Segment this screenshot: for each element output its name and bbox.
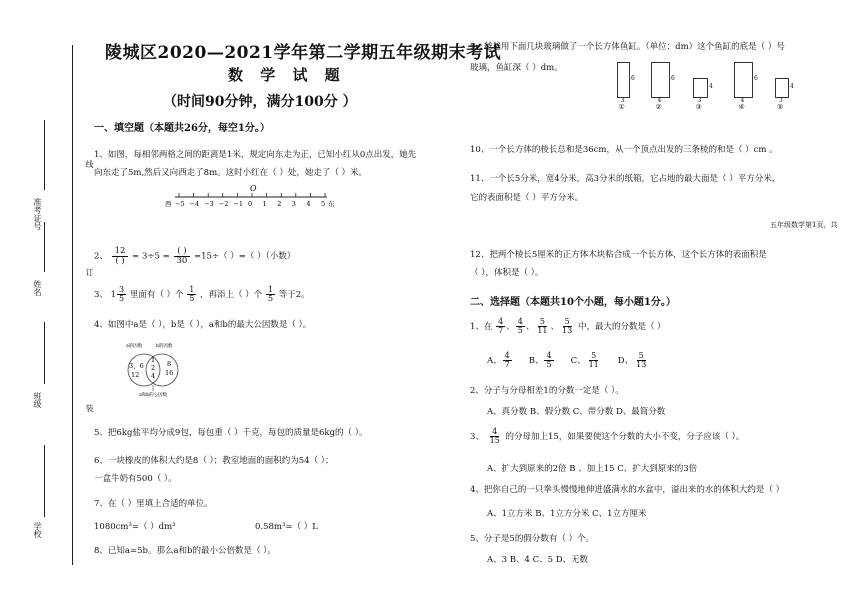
class-label: 班级 xyxy=(33,392,42,408)
q3-den3: 5 xyxy=(267,294,274,303)
q7-part-b: 0.58m³=（ ）L xyxy=(255,522,318,532)
mc1-option[interactable] xyxy=(528,351,555,369)
number-line-tick-label: −3 xyxy=(204,200,214,208)
mc1-option[interactable] xyxy=(487,351,513,369)
number-line-tick-label: −5 xyxy=(175,200,185,208)
glass-piece xyxy=(617,62,630,98)
mc3-fraction xyxy=(488,428,502,445)
glass-number: ⑤ xyxy=(777,103,784,111)
mc1-option[interactable] xyxy=(617,351,650,369)
school-underline xyxy=(44,445,45,517)
binding-label-xian: 线 xyxy=(85,160,94,168)
q11-line1: 11、一个长5分米，宽4分米，高3分米的纸箱，它占地的最大面是（ ）平方分米， xyxy=(470,174,781,184)
q6-line2: 一盒牛奶有500（ ）。 xyxy=(94,474,177,484)
q3-text3: 等于2。 xyxy=(278,290,310,300)
fraction-numerator: 4 xyxy=(517,317,523,326)
number-line-tick-label: 1 xyxy=(262,200,267,208)
q2-fraction-2 xyxy=(173,247,190,265)
option-letter: A、 xyxy=(487,356,502,366)
fraction-denominator: 5 xyxy=(546,360,552,369)
binding-label-zhuang: 装 xyxy=(85,404,94,412)
mc5-options: A、3 B、4 C、5 D、无数 xyxy=(487,555,589,565)
fraction-denominator: 11 xyxy=(588,360,599,369)
glass-width-label: 4 xyxy=(657,97,662,104)
q12-line1: 12、把两个棱长5厘米的正方体木块粘合成一个长方体，这个长方体的表面积是 xyxy=(470,250,767,260)
q10: 10、一个长方体的棱长总和是36cm，从一个顶点出发的三条棱的和是（ ）cm 。 xyxy=(470,145,778,155)
venn-right-numbers: 8 16 xyxy=(165,360,174,377)
q2-suffix: =15÷（ ）=（ ）（小数） xyxy=(193,251,296,262)
mc1-options xyxy=(487,352,665,369)
q8: 8、已知a=5b。那么a和b的最小公倍数是（ ）。 xyxy=(94,546,276,556)
exam-id-underline xyxy=(44,120,45,190)
exam-subject: 数 学 试 题 xyxy=(228,66,346,84)
mc3 xyxy=(470,428,744,445)
fraction-numerator: 4 xyxy=(546,351,552,360)
q3 xyxy=(94,286,310,303)
q3-num3: 1 xyxy=(267,285,274,294)
q11-line2: 它的表面积是（ ）平方分米。 xyxy=(470,193,584,203)
mc3-text: 的分母加上15，如果要使这个分数的大小不变，分子应该（ ）。 xyxy=(505,432,745,442)
separator: 、 xyxy=(550,322,560,332)
q3-text1: 里面有（ ）个 xyxy=(129,290,184,300)
option-letter: B、 xyxy=(528,356,544,366)
number-line-tick-label: 3 xyxy=(291,200,296,208)
q3-den1: 5 xyxy=(119,294,125,303)
glass-width-label: 3 xyxy=(620,97,625,104)
exam-title: 陵城区2020—2021学年第二学期五年级期末考试 xyxy=(105,43,502,63)
number-line-tick-label: −4 xyxy=(189,200,200,208)
number-line-tick-label: 0 xyxy=(248,200,253,208)
venn-label-a: a的因数 xyxy=(126,344,143,349)
mc4-options: A、1立方米 B、1立方分米 C、1立方厘米 xyxy=(487,509,647,519)
number-line-tick-label: −1 xyxy=(233,200,243,208)
q9-line2: 玻璃，鱼缸深（ ）dm。 xyxy=(470,63,563,73)
q7-part-a: 1080cm³=（ ）dm³ xyxy=(94,522,176,532)
binding-label-ding: 订 xyxy=(85,268,94,276)
q3-fraction-2 xyxy=(187,286,196,303)
mc3-prefix: 3、 xyxy=(470,432,484,442)
school-label: 学校 xyxy=(33,522,42,538)
q2-num1: 12 xyxy=(112,247,129,257)
section-1-heading: 一、填空题（本题共26分，每空1分。） xyxy=(94,123,270,134)
q2-prefix: 2、 xyxy=(94,251,108,262)
mc1-fraction xyxy=(560,318,574,335)
q3-num2: 1 xyxy=(189,285,195,294)
exam-id-label: 准考证号 xyxy=(33,198,42,230)
section-2-heading: 二、选择题（本题共10个小题，每小题1分。） xyxy=(470,297,676,308)
venn-left-numbers: 3，6 12 xyxy=(129,362,144,379)
mc1-fractions xyxy=(495,317,575,335)
number-line-tick-label: 2 xyxy=(277,200,282,208)
q6-line1: 6、一块橡皮的体积大约是8（ ）；教室地面的面积约为54（ ）； xyxy=(94,456,334,466)
glass-height-label: 4 xyxy=(709,83,713,90)
fraction-denominator: 13 xyxy=(636,360,647,369)
glass-piece xyxy=(734,62,753,98)
class-underline xyxy=(44,322,45,384)
q4: 4、如图中a是（ ），b是（ ），a和b的最大公因数是（ ）。 xyxy=(94,320,312,330)
q2 xyxy=(94,247,295,265)
mc3-num: 4 xyxy=(492,427,498,436)
glass-width-label: 4 xyxy=(740,97,745,104)
name-label: 姓名 xyxy=(33,280,42,296)
option-letter: D、 xyxy=(617,356,634,366)
q1-line1: 1、如图，每相邻两格之间的距离是1米，规定向东走为正，已知小红从0点出发，她先 xyxy=(94,150,417,160)
q3-prefix: 3、 xyxy=(94,290,108,300)
option-letter: C、 xyxy=(570,356,586,366)
number-line-east: 东 xyxy=(328,200,335,208)
q12-line2: （ ），体积是（ ）。 xyxy=(470,268,544,278)
mc1-fraction xyxy=(516,318,525,335)
glass-number: ③ xyxy=(695,103,702,111)
mc1-prefix: 1、在 xyxy=(470,322,493,332)
page-footer: 五年级数学第1页，共 xyxy=(770,221,838,229)
mc1-suffix: 中，最大的分数是（ ） xyxy=(577,322,666,332)
mc1-option[interactable] xyxy=(570,351,602,369)
mc1-option-fraction xyxy=(634,352,648,369)
mc4: 4、把你自己的一只拳头慢慢地伸进盛满水的水盆中，溢出来的水的体积大约是（ ） xyxy=(470,485,785,495)
glass-number: ④ xyxy=(738,103,745,111)
fraction-numerator: 4 xyxy=(504,351,510,360)
exam-time: （时间90分钟，满分100分 ） xyxy=(163,94,357,110)
mc1 xyxy=(470,318,666,335)
q3-num1: 3 xyxy=(119,285,125,294)
mc2: 2、分子与分母相差1的分数一定是（ ）。 xyxy=(470,386,624,396)
venn-diagram xyxy=(120,340,190,398)
number-line-tick-label: 5 xyxy=(321,200,326,208)
glass-width-label: 3 xyxy=(779,97,783,104)
q3-fraction-3 xyxy=(266,286,275,303)
glass-width-label: 3 xyxy=(697,97,702,104)
binding-line xyxy=(72,45,73,565)
number-line-tick-label: −2 xyxy=(218,200,229,208)
separator: 、 xyxy=(525,322,535,332)
mc1-fraction xyxy=(496,318,505,335)
q3-whole: 1 xyxy=(110,289,117,300)
q2-mid: = 3÷5 = xyxy=(132,251,170,262)
mc3-options: A、扩大到原来的2倍 B 、加上15 C、扩大到原来的3倍 xyxy=(487,464,698,474)
venn-bottom-label: a和b的公因数 xyxy=(139,393,168,398)
q2-den2: 30 xyxy=(176,255,188,266)
mc2-options: A、真分数 B、假分数 C、带分数 D、最简分数 xyxy=(487,407,666,417)
fraction-numerator: 4 xyxy=(498,317,504,326)
separator: 、 xyxy=(506,322,515,332)
q3-den2: 5 xyxy=(189,294,195,303)
q1-line2: 向东走了5m,然后又向西走了8m。这时小红在（ ）处，她走了（ ）米。 xyxy=(94,168,368,178)
q3-text2: ，再添上（ ）个 xyxy=(200,290,263,300)
number-line-origin: O xyxy=(250,184,257,193)
glass-number: ① xyxy=(618,103,625,111)
fraction-denominator: 13 xyxy=(562,326,573,335)
glass-piece xyxy=(693,78,708,98)
q5: 5、把6kg盐平均分成9包，每包重（ ）千克，每包的质量是6kg的（ ）。 xyxy=(94,428,368,438)
name-underline xyxy=(44,222,45,272)
q3-mixed-number xyxy=(111,286,128,303)
glass-height-label: 6 xyxy=(754,75,758,82)
q3-fraction-1 xyxy=(117,286,126,303)
mc1-fraction xyxy=(535,318,549,335)
mc1-option-fraction xyxy=(587,352,601,369)
number-line-west: 西 xyxy=(165,200,172,208)
fraction-denominator: 11 xyxy=(537,326,548,335)
fraction-numerator: 5 xyxy=(591,351,597,360)
glass-height-label: 6 xyxy=(671,75,675,82)
venn-middle-numbers: 1 2 4 xyxy=(151,356,156,380)
fraction-numerator: 5 xyxy=(539,317,545,326)
q2-fraction-1 xyxy=(112,247,129,265)
fraction-denominator: 7 xyxy=(498,326,504,335)
number-line xyxy=(165,182,340,208)
mc3-den: 15 xyxy=(489,436,500,445)
glass-piece xyxy=(651,62,670,98)
glass-piece xyxy=(775,78,789,98)
mc1-option-fraction xyxy=(503,352,512,369)
q2-den1: ( ) xyxy=(115,255,125,266)
fraction-numerator: 5 xyxy=(638,351,644,360)
venn-label-b: b的因数 xyxy=(156,344,173,349)
fraction-numerator: 5 xyxy=(564,317,570,326)
fraction-denominator: 5 xyxy=(517,326,523,335)
q2-num2: ( ) xyxy=(174,247,189,257)
number-line-tick-label: 4 xyxy=(306,200,311,208)
q7: 7、在（ ）里填上合适的单位。 xyxy=(94,499,213,509)
glass-number: ② xyxy=(655,103,662,111)
fraction-denominator: 7 xyxy=(504,360,510,369)
glass-height-label: 4 xyxy=(790,83,794,90)
q9-line1: 9、爸爸用下面几块玻璃做了一个长方体鱼缸。（单位：dm）这个鱼缸的底是（ ）号 xyxy=(470,42,785,52)
venn-circle-a xyxy=(128,354,160,386)
mc1-option-fraction xyxy=(544,352,553,369)
mc5: 5、分子是5的假分数有（ ）个。 xyxy=(470,534,595,544)
glass-height-label: 6 xyxy=(631,75,635,82)
